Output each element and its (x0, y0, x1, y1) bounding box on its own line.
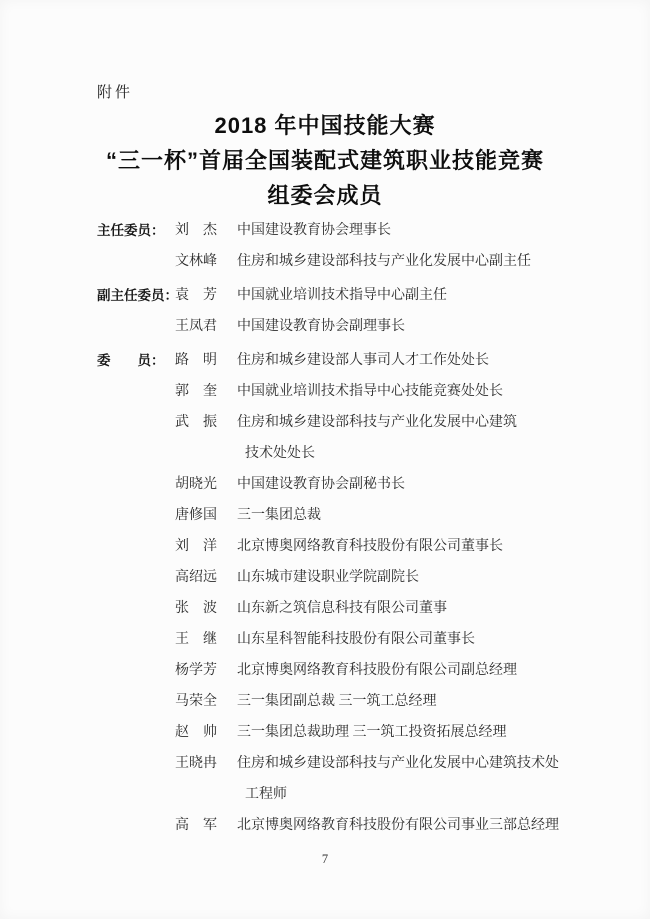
member-name: 郭 奎 (175, 384, 217, 399)
member-title: 山东新之筑信息科技有限公司董事 (237, 601, 447, 616)
committee-group-vice-chairman (97, 280, 567, 342)
member-name: 胡晓光 (175, 477, 217, 492)
member-row (97, 717, 567, 748)
member-title: 北京博奥网络教育科技股份有限公司副总经理 (237, 663, 517, 678)
member-row (97, 407, 567, 469)
member-row (97, 562, 567, 593)
member-title-line-1: 住房和城乡建设部科技与产业化发展中心建筑技术处 (237, 756, 559, 771)
member-name: 文林峰 (175, 254, 217, 269)
member-name: 张 波 (175, 601, 217, 616)
member-title: 北京博奥网络教育科技股份有限公司董事长 (237, 539, 503, 554)
committee-group-members (97, 345, 567, 841)
member-row (97, 686, 567, 717)
member-row (97, 246, 567, 277)
member-title: 山东星科智能科技股份有限公司董事长 (237, 632, 475, 647)
member-title: 三一集团总裁 (237, 508, 321, 523)
member-name: 唐修国 (175, 508, 217, 523)
member-name: 赵 帅 (175, 725, 217, 740)
member-name: 刘 杰 (175, 223, 217, 238)
member-name: 杨学芳 (175, 663, 217, 678)
title-line-3: 组委会成员 (267, 183, 383, 208)
member-row (97, 311, 567, 342)
page-number: 7 (321, 852, 329, 866)
member-title (237, 407, 567, 469)
member-title: 北京博奥网络教育科技股份有限公司事业三部总经理 (237, 818, 559, 833)
member-row (97, 810, 567, 841)
member-name: 马荣全 (175, 694, 217, 709)
member-title (237, 748, 567, 810)
member-row (97, 624, 567, 655)
member-title-line-1: 住房和城乡建设部科技与产业化发展中心建筑 (237, 415, 517, 430)
member-row (97, 280, 567, 311)
member-name: 袁 芳 (175, 288, 217, 303)
member-title-line-2: 技术处处长 (245, 446, 315, 461)
member-row (97, 376, 567, 407)
member-name: 王凤君 (175, 319, 217, 334)
member-row (97, 748, 567, 810)
document-title (0, 108, 650, 213)
member-name: 王 继 (175, 632, 217, 647)
member-name: 王晓冉 (175, 756, 217, 771)
member-title: 中国就业培训技术指导中心副主任 (237, 288, 447, 303)
member-row (97, 345, 567, 376)
member-title: 中国就业培训技术指导中心技能竞赛处处长 (237, 384, 503, 399)
member-title: 山东城市建设职业学院副院长 (237, 570, 419, 585)
member-row (97, 531, 567, 562)
member-title: 中国建设教育协会副秘书长 (237, 477, 405, 492)
member-row (97, 215, 567, 246)
member-name: 武 振 (175, 415, 217, 430)
member-title: 住房和城乡建设部科技与产业化发展中心副主任 (237, 254, 531, 269)
role-label: 主任委员： (97, 223, 165, 238)
role-label: 副主任委员： (97, 288, 178, 303)
member-row (97, 593, 567, 624)
member-row (97, 655, 567, 686)
committee-group-chairman (97, 215, 567, 277)
role-label: 委 员： (97, 353, 165, 368)
member-row (97, 500, 567, 531)
title-line-1: 2018 年中国技能大赛 (214, 113, 436, 138)
title-line-2: “三一杯”首届全国装配式建筑职业技能竞赛 (105, 148, 544, 173)
member-title: 三一集团总裁助理 三一筑工投资拓展总经理 (237, 725, 507, 740)
member-title: 中国建设教育协会理事长 (237, 223, 391, 238)
member-title: 中国建设教育协会副理事长 (237, 319, 405, 334)
member-title-line-2: 工程师 (245, 787, 287, 802)
member-name: 路 明 (175, 353, 217, 368)
member-name: 高 军 (175, 818, 217, 833)
member-name: 刘 洋 (175, 539, 217, 554)
member-row (97, 469, 567, 500)
member-name: 高绍远 (175, 570, 217, 585)
member-title: 住房和城乡建设部人事司人才工作处处长 (237, 353, 489, 368)
member-title: 三一集团副总裁 三一筑工总经理 (237, 694, 437, 709)
committee-member-list (97, 215, 567, 841)
attachment-label: 附件 (97, 85, 134, 101)
